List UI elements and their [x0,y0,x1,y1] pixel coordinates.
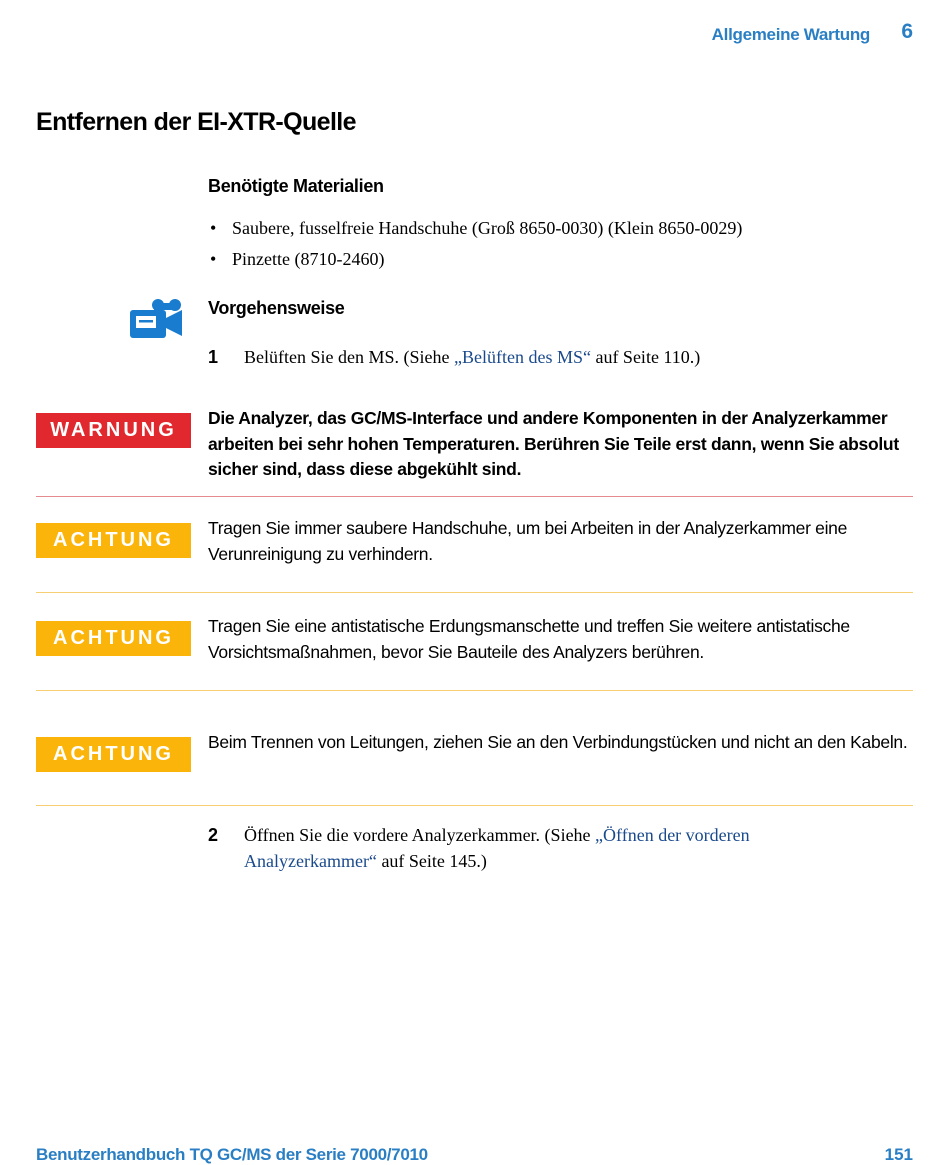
caution-text: Tragen Sie eine antistatische Erdungsmanschette und treffen Sie weitere antistatische Vorsichtsmaßnahmen, bevor Sie Bauteile des Analyzers berühren. [208,616,850,662]
step-text: Belüften Sie den MS. (Siehe „Belüften des MS“ auf Seite 110.) [244,347,701,367]
materials-list [210,213,742,275]
list-item: • Pinzette (8710-2460) [210,244,742,275]
caution-badge: ACHTUNG [36,737,191,772]
procedure-heading: Vorgehensweise [208,298,345,318]
list-item: • Saubere, fusselfreie Handschuhe (Groß 8650-0030) (Klein 8650-0029) [210,213,742,244]
materials-heading: Benötigte Materialien [208,176,384,196]
procedure-step [208,822,908,874]
step-number: 2 [208,825,219,845]
caution-text: Tragen Sie immer saubere Handschuhe, um bei Arbeiten in der Analyzerkammer eine Verunreinigung zu verhindern. [208,518,848,564]
warning-badge: WARNUNG [36,413,191,448]
step-text: Öffnen Sie die vordere Analyzerkammer. (Siehe „Öffnen der vorderen Analyzerkammer“ auf Seite 145.) [244,825,750,871]
warning-text: Die Analyzer, das GC/MS-Interface und andere Komponenten in der Analyzerkammer arbeiten bei sehr hohen Temperaturen. Berühren Sie Teile erst dann, wenn Sie absolut sicher sind, dass diese abgekühlt sind. [208,408,899,479]
page-number: 151 [884,1145,913,1164]
bullet-icon: • [210,249,217,269]
cross-reference-link[interactable]: „Öffnen der vorderen Analyzerkammer“ [244,825,750,871]
bullet-icon: • [210,218,217,238]
procedure-step [208,344,908,370]
step-number: 1 [208,347,219,367]
chapter-title: Allgemeine Wartung [711,25,870,44]
caution-text: Beim Trennen von Leitungen, ziehen Sie an den Verbindungstücken und nicht an den Kabeln. [208,732,908,752]
divider [36,592,913,593]
divider [36,805,913,806]
page-title: Entfernen der EI-XTR-Quelle [36,108,356,136]
chapter-number: 6 [901,20,913,43]
divider [36,690,913,691]
caution-badge: ACHTUNG [36,621,191,656]
page-header [0,20,950,50]
caution-badge: ACHTUNG [36,523,191,558]
footer-title: Benutzerhandbuch TQ GC/MS der Serie 7000/7010 [36,1145,428,1164]
cross-reference-link[interactable]: „Belüften des MS“ [453,347,591,367]
divider [36,496,913,497]
video-camera-icon [128,298,184,342]
